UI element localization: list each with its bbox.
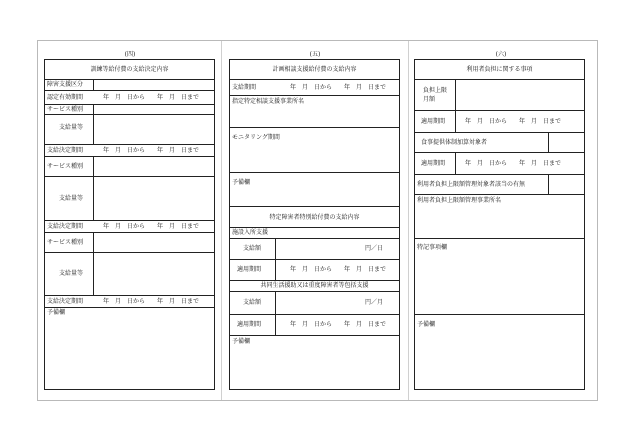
remarks-label: 予備欄 [232,179,251,186]
panel6-title: 利用者負担に関する事項 [466,66,533,73]
group-home-title: 共同生活援助又は重度障害者等包括支援 [260,282,369,289]
disability-class-label: 障害支援区分 [47,81,84,88]
form-sheet [37,40,598,401]
applicable-period-label: 適用期間 [237,321,262,328]
panel5-heading: (五) [309,51,321,58]
panel4-title: 訓練等給付費の支給決定内容 [90,66,169,73]
panel5-title: 計画相談支援給付費の支給内容 [272,66,357,73]
amount-label: 支給額 [243,299,262,306]
applicable-period-label: 適用期間 [421,160,446,167]
amount-label: 支給額 [243,245,262,252]
decision-period-value: 年 月 日から 年 月 日まで [103,223,200,230]
applicable-period-label: 適用期間 [237,266,262,273]
mgmt-provider-label: 利用者負担上限額管理事業所名 [417,197,502,204]
special-notes-label: 特記事項欄 [417,244,448,251]
decision-period-value: 年 月 日から 年 月 日まで [103,147,200,154]
facility-support-label: 施設入所支援 [232,229,269,236]
panel-user-burden [414,59,585,390]
payment-period-value: 年 月 日から 年 月 日まで [290,84,387,91]
applicable-period-value: 年 月 日から 年 月 日まで [290,266,387,273]
burden-limit-label: 負担上限月額 [423,87,448,103]
applicable-period-value: 年 月 日から 年 月 日まで [465,118,562,125]
special-benefit-title: 特定障害者特別給付費の支給内容 [269,214,360,221]
provider-name-label: 指定特定相談支援事業所名 [232,98,305,105]
panel-plan-consultation [229,59,400,390]
cert-period-label: 認定有効期間 [47,94,84,101]
payment-period-label: 支給期間 [232,84,257,91]
service-type-label: サービス種別 [47,106,84,113]
service-type-label: サービス種別 [47,163,84,170]
mgmt-applicable-label: 利用者負担上限額管理対象者該当の有無 [417,181,526,188]
panel6-heading: (六) [495,51,507,58]
panel-training-benefits [44,59,215,390]
remarks-label: 予備欄 [417,321,436,328]
remarks-label: 予備欄 [47,309,66,316]
column-divider [221,41,222,400]
amount-label: 支給量等 [59,270,84,277]
decision-period-label: 支給決定期間 [47,223,84,230]
applicable-period-value: 年 月 日から 年 月 日まで [290,321,387,328]
decision-period-label: 支給決定期間 [47,147,84,154]
applicable-period-label: 適用期間 [421,118,446,125]
per-month-unit: 円／月 [365,299,384,306]
amount-label: 支給量等 [59,195,84,202]
column-divider [408,41,409,400]
cert-period-value: 年 月 日から 年 月 日まで [103,94,200,101]
amount-label: 支給量等 [59,124,84,131]
decision-period-label: 支給決定期間 [47,298,84,305]
meal-subsidy-label: 食事提供体制加算対象者 [421,139,488,146]
panel4-heading: (四) [124,51,136,58]
service-type-label: サービス種別 [47,239,84,246]
remarks-label: 予備欄 [232,338,251,345]
per-day-unit: 円／日 [365,245,384,252]
applicable-period-value: 年 月 日から 年 月 日まで [465,160,562,167]
monitoring-period-label: モニタリング期間 [232,134,280,141]
decision-period-value: 年 月 日から 年 月 日まで [103,298,200,305]
